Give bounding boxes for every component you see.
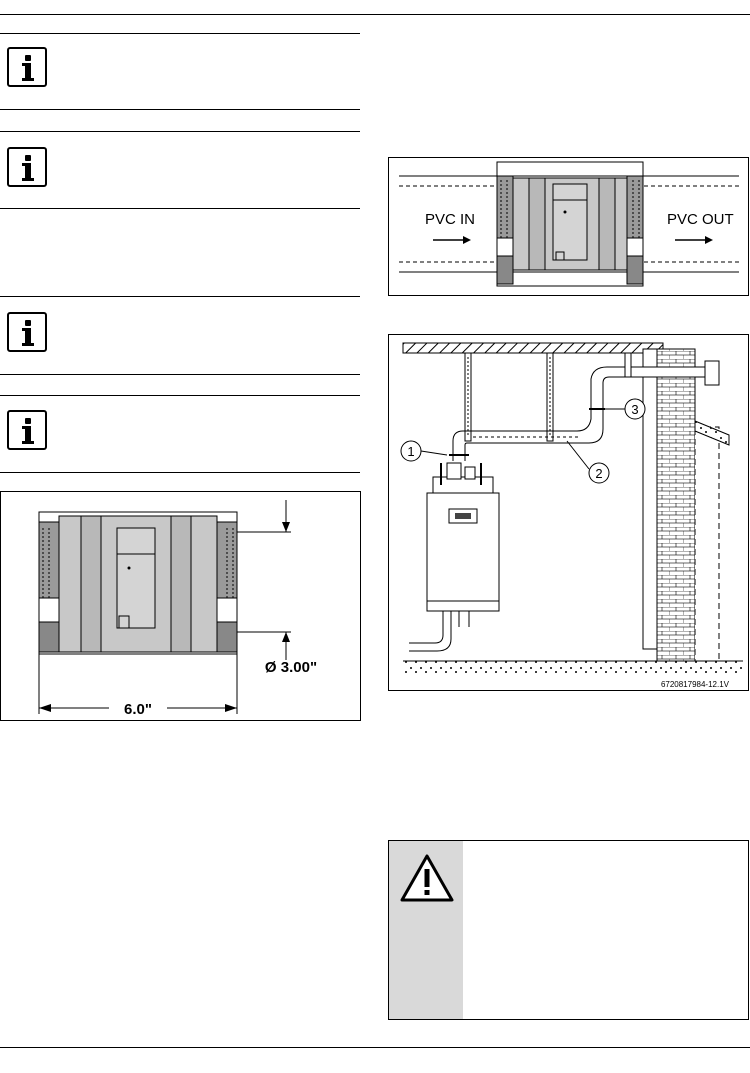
notice-4-top-rule [0, 395, 360, 396]
installation-figure [388, 334, 749, 691]
figure-code: 6720817984-12.1V [660, 680, 729, 689]
notice-1-top-rule [0, 33, 360, 34]
info-icon [7, 410, 47, 450]
warning-triangle-icon [399, 853, 455, 903]
pvc-out-label: PVC OUT [667, 211, 734, 228]
warning-notice [388, 840, 749, 1020]
notice-1-bottom-rule [0, 109, 360, 110]
pvc-flow-figure [388, 157, 749, 296]
footer-rule [0, 1047, 750, 1048]
trap-dimension-drawing [1, 492, 362, 722]
trap-dimension-figure [0, 491, 361, 721]
notice-3-bottom-rule [0, 374, 360, 375]
pvc-in-label: PVC IN [425, 211, 476, 228]
header-rule [0, 14, 750, 15]
info-icon [7, 147, 47, 187]
length-label: 6.0" [124, 701, 152, 718]
pvc-flow-drawing [389, 158, 750, 297]
callout-2: 2 [595, 466, 603, 481]
info-icon [7, 47, 47, 87]
notice-4-bottom-rule [0, 472, 360, 473]
installation-drawing [389, 335, 750, 692]
notice-2-top-rule [0, 131, 360, 132]
callout-3: 3 [631, 402, 639, 417]
notice-3-top-rule [0, 296, 360, 297]
info-icon [7, 312, 47, 352]
diameter-label: Ø 3.00" [264, 659, 318, 676]
callout-1: 1 [407, 444, 415, 459]
notice-2-bottom-rule [0, 208, 360, 209]
